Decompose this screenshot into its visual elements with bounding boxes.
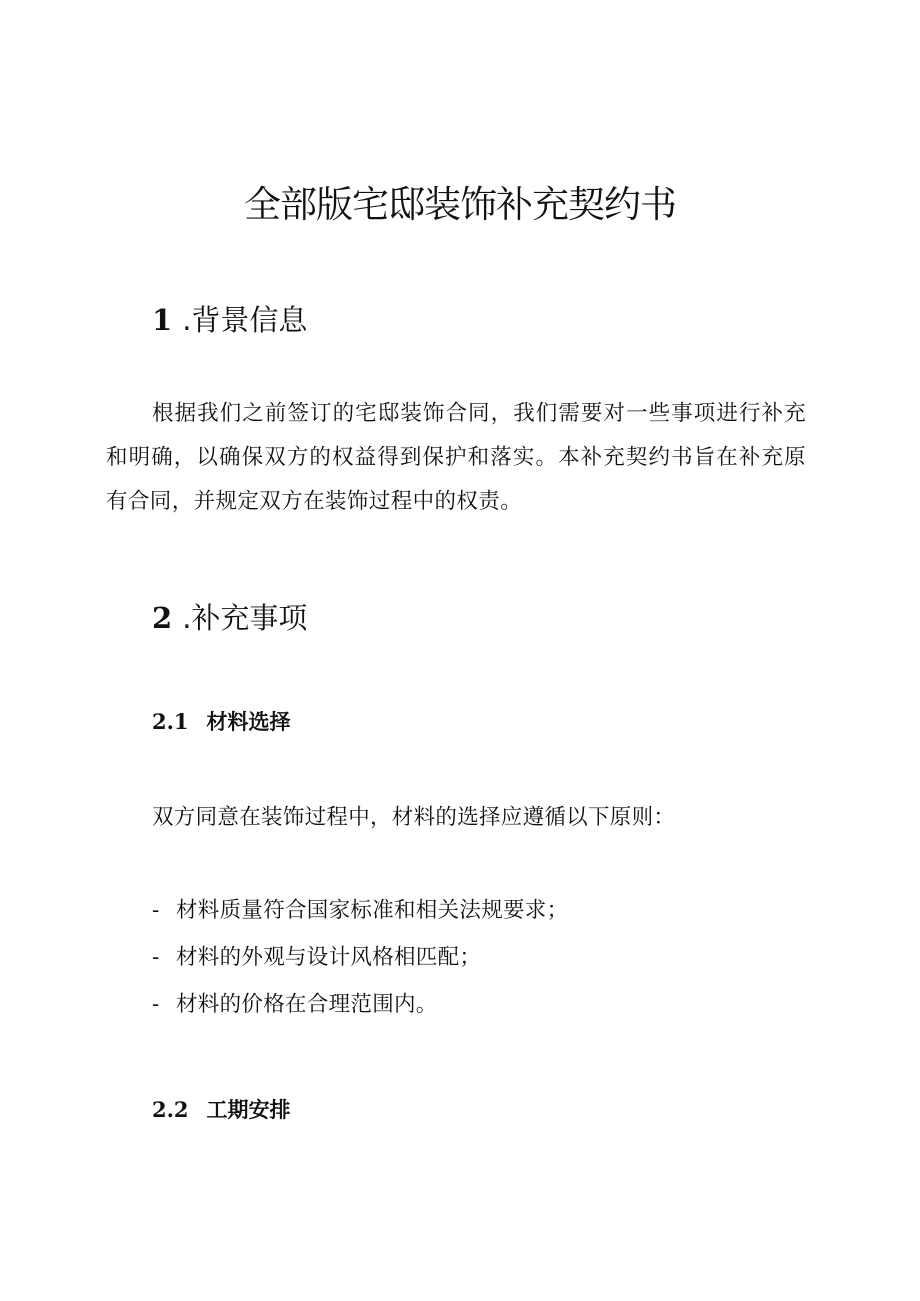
dash-bullet: - <box>152 898 160 923</box>
subsection-heading-schedule <box>152 1095 291 1125</box>
section-number: 2 <box>152 601 173 635</box>
subsection-number: 2.1 <box>152 709 189 734</box>
dash-bullet: - <box>152 992 160 1017</box>
background-paragraph: 根据我们之前签订的宅邸装饰合同，我们需要对一些事项进行补充和明确，以确保双方的权益得到保护和落实。本补充契约书旨在补充原有合同，并规定双方在装饰过程中的权责。 <box>106 401 806 514</box>
subsection-title: 材料选择 <box>206 710 291 734</box>
materials-principles-list <box>152 896 568 1037</box>
materials-intro: 双方同意在装饰过程中，材料的选择应遵循以下原则： <box>152 805 676 830</box>
list-item: - 材料质量符合国家标准和相关法规要求； <box>152 896 568 943</box>
dash-bullet: - <box>152 945 160 970</box>
section-heading-background <box>152 300 307 340</box>
subsection-heading-materials <box>152 707 291 737</box>
subsection-title: 工期安排 <box>206 1098 291 1122</box>
list-item: - 材料的外观与设计风格相匹配； <box>152 943 568 990</box>
section-title: .背景信息 <box>182 303 308 337</box>
section-number: 1 <box>152 303 173 337</box>
section-title: .补充事项 <box>182 601 308 635</box>
list-item: - 材料的价格在合理范围内。 <box>152 990 568 1037</box>
section-heading-supplement <box>152 598 307 638</box>
subsection-number: 2.2 <box>152 1097 189 1122</box>
document-title: 全部版宅邸装饰补充契约书 <box>244 183 676 226</box>
